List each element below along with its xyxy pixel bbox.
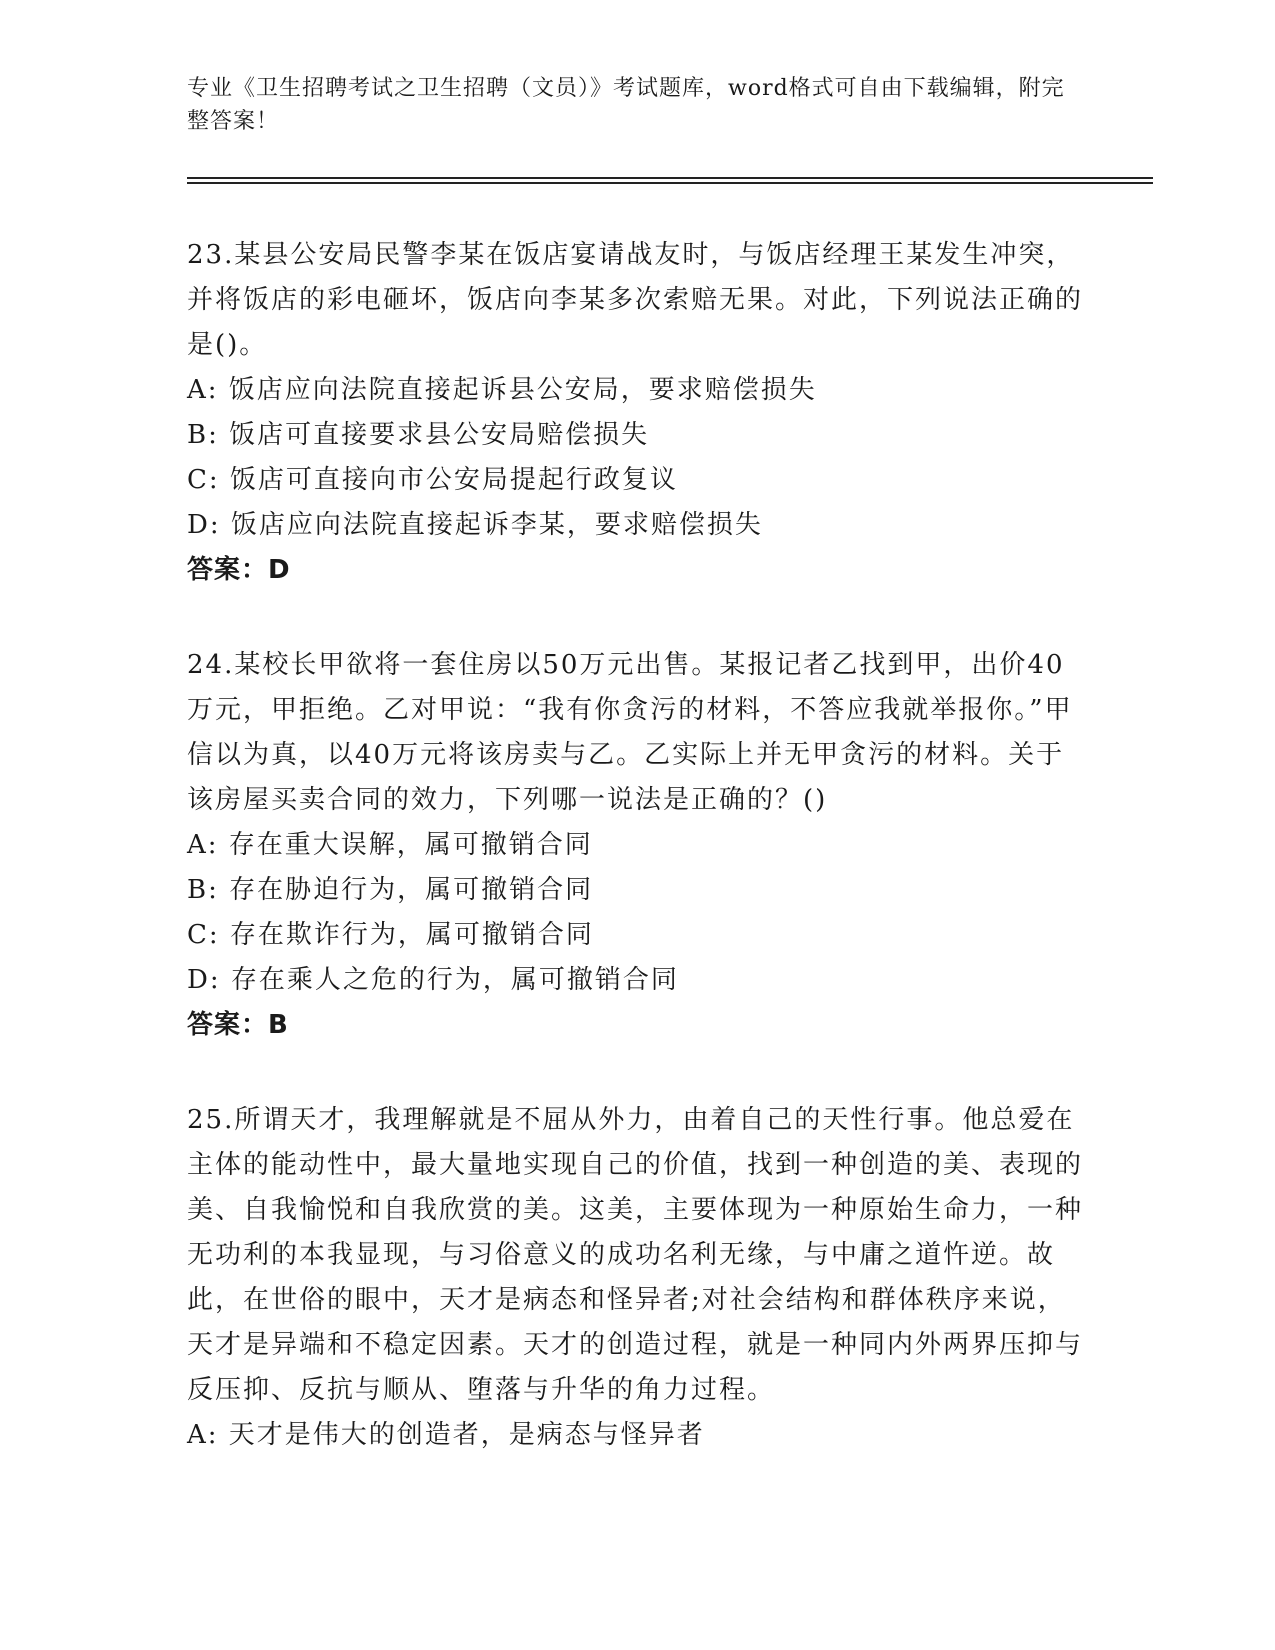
option-b: B: 存在胁迫行为，属可撤销合同 <box>187 875 594 905</box>
answer-label: 答案：B <box>187 1010 289 1040</box>
option-b: B: 饭店可直接要求县公安局赔偿损失 <box>187 420 650 450</box>
question-25 <box>187 1098 1087 1458</box>
option-a: A: 天才是伟大的创造者，是病态与怪异者 <box>187 1420 705 1450</box>
option-a: A: 饭店应向法院直接起诉县公安局，要求赔偿损失 <box>187 375 817 405</box>
answer-label: 答案：D <box>187 555 291 585</box>
option-d: D: 存在乘人之危的行为，属可撤销合同 <box>187 965 679 995</box>
question-stem: 24.某校长甲欲将一套住房以50万元出售。某报记者乙找到甲，出价40万元，甲拒绝。乙对甲说：“我有你贪污的材料，不答应我就举报你。”甲信以为真，以40万元将该房卖与乙。乙实际上并无甲贪污的材料。关于该房屋买卖合同的效力，下列哪一说法是正确的？() <box>187 650 1073 815</box>
question-23 <box>187 233 1087 593</box>
question-stem: 23.某县公安局民警李某在饭店宴请战友时，与饭店经理王某发生冲突，并将饭店的彩电砸坏，饭店向李某多次索赔无果。对此，下列说法正确的是()。 <box>187 240 1084 360</box>
question-stem: 25.所谓天才，我理解就是不屈从外力，由着自己的天性行事。他总爱在主体的能动性中，最大量地实现自己的价值，找到一种创造的美、表现的美、自我愉悦和自我欣赏的美。这美，主要体现为一种原始生命力，一种无功利的本我显现，与习俗意义的成功名利无缘，与中庸之道忤逆。故此，在世俗的眼中，天才是病态和怪异者;对社会结构和群体秩序来说，天才是异端和不稳定因素。天才的创造过程，就是一种同内外两界压抑与反压抑、反抗与顺从、堕落与升华的角力过程。 <box>187 1105 1084 1405</box>
question-24 <box>187 643 1087 1048</box>
header-divider <box>187 177 1153 179</box>
option-c: C: 饭店可直接向市公安局提起行政复议 <box>187 465 678 495</box>
header-divider <box>187 182 1153 184</box>
document-header <box>187 72 1067 138</box>
header-title: 专业《卫生招聘考试之卫生招聘（文员）》考试题库，word格式可自由下载编辑，附完整答案！ <box>187 76 1065 134</box>
option-d: D: 饭店应向法院直接起诉李某，要求赔偿损失 <box>187 510 763 540</box>
option-c: C: 存在欺诈行为，属可撤销合同 <box>187 920 594 950</box>
option-a: A: 存在重大误解，属可撤销合同 <box>187 830 593 860</box>
